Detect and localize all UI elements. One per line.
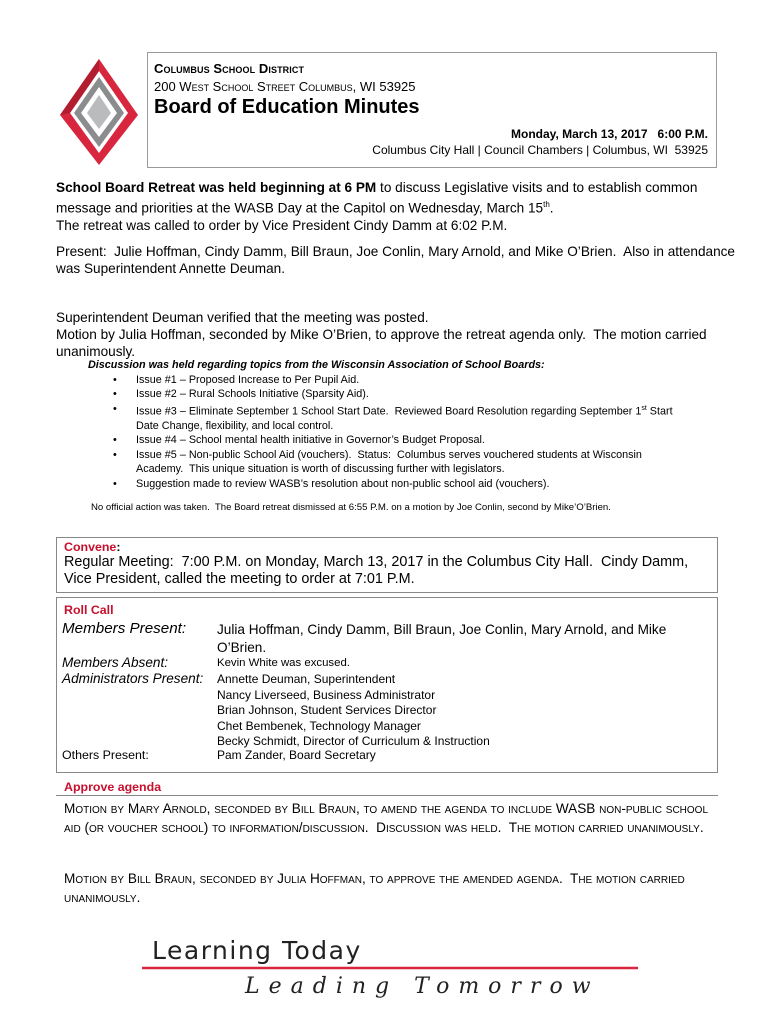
- motion-amend-agenda: Motion by Mary Arnold, seconded by Bill Braun, to amend the agenda to include WASB non-public school aid (or voucher school) to information/discussion. Discussion was held. The motion carried unanimously.: [64, 801, 712, 835]
- district-logo: [58, 57, 140, 167]
- list-item: Becky Schmidt, Director of Curriculum & Instruction: [217, 734, 490, 748]
- list-item: Nancy Liverseed, Business Administrator: [217, 687, 436, 702]
- administrators-label: Administrators Present:: [62, 671, 204, 686]
- present-paragraph: Present: Julie Hoffman, Cindy Damm, Bill Braun, Joe Conlin, Mary Arnold, and Mike O’Brien. Also in attendance was Superintendent Annette Deuman.: [56, 244, 739, 276]
- discussion-section: [88, 358, 688, 491]
- meeting-location: Columbus City Hall | Council Chambers | Columbus, WI 53925: [372, 143, 708, 157]
- list-item-text: Issue #3 – Eliminate September 1 School Start Date. Reviewed Board Resolution regarding September 1: [136, 405, 642, 418]
- convene-heading: [64, 540, 120, 554]
- others-present-value: Pam Zander, Board Secretary: [217, 748, 376, 762]
- footer-line-2: Leading Tomorrow: [245, 974, 600, 999]
- administrators-list: [217, 672, 490, 750]
- list-item: • Suggestion made to review WASB’s resolution about non-public school aid (vouchers).: [88, 477, 688, 492]
- roll-call-heading: Roll Call: [64, 603, 114, 617]
- list-item: Annette Deuman, Superintendent: [217, 672, 396, 686]
- footer-line-1: Learning Today: [152, 936, 362, 965]
- list-item: Chet Bembenek, Technology Manager: [217, 718, 421, 733]
- retreat-called-to-order: The retreat was called to order by Vice President Cindy Damm at 6:02 P.M.: [56, 217, 508, 233]
- retreat-lead-sup: th: [543, 200, 550, 209]
- retreat-paragraph: [56, 179, 736, 234]
- verification-paragraph: [56, 292, 736, 360]
- retreat-lead-text: to discuss Legislative visits and to establish common message and priorities at the WASB Day at the Capitol on Wednesday, March 15: [56, 180, 698, 216]
- convene-text: Regular Meeting: 7:00 P.M. on Monday, March 13, 2017 in the Columbus City Hall. Cindy Damm, Vice President, called the meeting to order at 7:01 P.M.: [64, 554, 693, 587]
- meeting-date: Monday, March 13, 2017 6:00 P.M.: [511, 127, 708, 141]
- list-item: [88, 402, 688, 434]
- members-absent-label: Members Absent:: [62, 655, 169, 670]
- retreat-agenda-motion: Motion by Julia Hoffman, seconded by Mike O’Brien, to approve the retreat agenda only. The motion carried unanimously.: [56, 327, 711, 359]
- list-item: • Issue #5 – Non-public School Aid (vouchers). Status: Columbus serves vouchered students at Wisconsin Academy. This unique situation is worth of discussing further with legislators.: [88, 448, 688, 477]
- others-present-label: Others Present:: [62, 748, 149, 762]
- list-item: • Issue #4 – School mental health initiative in Governor’s Budget Proposal.: [88, 433, 688, 448]
- footer-slogan: [140, 935, 650, 1005]
- list-item-text: Start Date Change, flexibility, and local control.: [136, 405, 676, 432]
- convene-colon: :: [116, 540, 121, 554]
- retreat-lead-end: .: [549, 200, 554, 216]
- list-item-sup: st: [641, 404, 647, 412]
- district-name: Columbus School District: [154, 61, 305, 76]
- list-item: • Issue #1 – Proposed Increase to Per Pupil Aid.: [88, 373, 688, 388]
- district-address: 200 West School Street Columbus, WI 53925: [154, 79, 416, 94]
- approve-agenda-heading: Approve agenda: [64, 780, 162, 794]
- no-action-note: No official action was taken. The Board retreat dismissed at 6:55 P.M. on a motion by Joe Conlin, second by Mike’O’Brien.: [91, 502, 611, 513]
- members-present-label: Members Present:: [62, 620, 187, 637]
- discussion-list: [88, 373, 688, 492]
- convene-label: Convene: [64, 540, 117, 554]
- motion-approve-agenda: Motion by Bill Braun, seconded by Julia Hoffman, to approve the amended agenda. The motion carried unanimously.: [64, 871, 689, 905]
- retreat-lead-bold: School Board Retreat was held beginning at 6 PM: [56, 180, 377, 195]
- members-absent-value: Kevin White was excused.: [217, 657, 350, 669]
- discussion-heading: Discussion was held regarding topics from the Wisconsin Association of School Boards:: [88, 359, 545, 371]
- verified-text: Superintendent Deuman verified that the meeting was posted.: [56, 310, 429, 325]
- document-title: Board of Education Minutes: [154, 96, 420, 118]
- members-present-value: Julia Hoffman, Cindy Damm, Bill Braun, Joe Conlin, Mary Arnold, and Mike O’Brien.: [217, 622, 667, 655]
- list-item: Brian Johnson, Student Services Director: [217, 703, 437, 717]
- list-item: • Issue #2 – Rural Schools Initiative (Sparsity Aid).: [88, 387, 688, 402]
- approve-agenda-divider: [56, 795, 718, 796]
